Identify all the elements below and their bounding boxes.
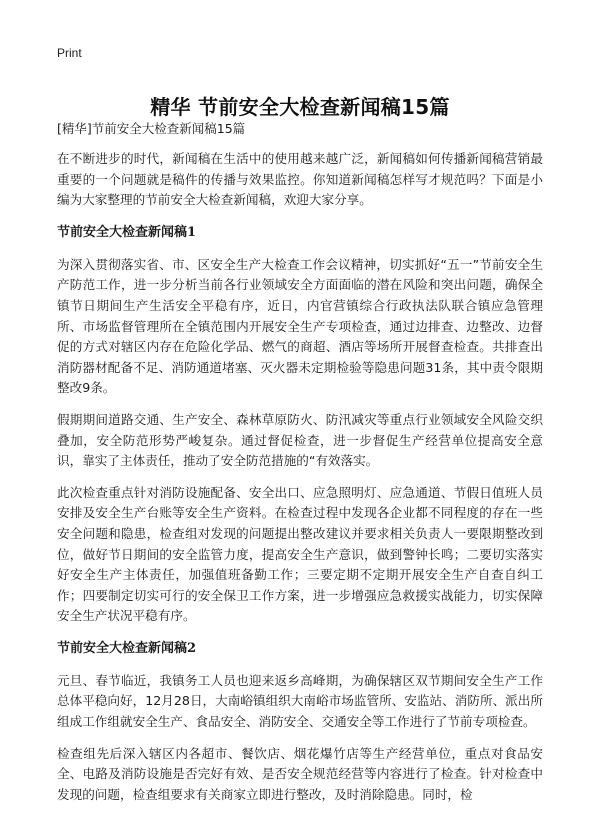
page-title: 精华 节前安全大检查新闻稿15篇	[150, 95, 450, 120]
section-1-paragraph-2: 假期期间道路交通、生产安全、森林草原防火、防汛减灾等重点行业领域安全风险交织叠加，安全防范形势严峻复杂。通过督促检查，进一步督促生产经营单位提高安全意识，靠实了主体责任，推动了安全防范措施的“有效落实。	[57, 411, 543, 469]
section-2-paragraph-2: 检查组先后深入辖区内各超市、餐饮店、烟花爆竹店等生产经营单位，重点对食品安全、电路及消防设施是否完好有效、是否安全规范经营等内容进行了检查。针对检查中发现的问题，检查组要求有关商家立即进行整改，及时消除隐患。同时，检	[57, 745, 543, 802]
section-1-paragraph-1: 为深入贯彻落实省、市、区安全生产大检查工作会议精神，切实抓好“五一”节前安全生产防范工作，进一步分析当前各行业领域安全方面面临的潜在风险和突出问题，确保全镇节日期间生产生活安全平稳有序，近日，内官营镇综合行政执法队联合镇应急管理所、市场监督管理所在全镇范围内开展安全生产专项检查，通过边排查、边整改、边督促的方式对辖区内存在危险化学品、燃气的商超、酒店等场所开展督查检查。共排查出消防器材配备不足、消防通道堵塞、灭火器未定期检验等隐患问题31条，其中责令限期整改9条。	[57, 256, 543, 396]
section-heading-1: 节前安全大检查新闻稿1	[57, 224, 197, 240]
section-1-paragraph-3: 此次检查重点针对消防设施配备、安全出口、应急照明灯、应急通道、节假日值班人员安排及安全生产台账等安全生产资料。在检查过程中发现各企业都不同程度的存在一些安全问题和隐患，检查组对发现的问题提出整改建议并要求相关负责人一要限期整改到位，做好节日期间的安全监管力度，提高安全生产意识，做到警钟长鸣；二要切实落实好安全生产主体责任，加强值班备勤工作；三要定期不定期开展安全生产自查自纠工作；四要制定切实可行的安全保卫工作方案，进一步增强应急救援实战能力，切实保障安全生产状况平稳有序。	[57, 484, 543, 624]
intro-paragraph: 在不断进步的时代，新闻稿在生活中的使用越来越广泛，新闻稿如何传播新闻稿营销最重要的一个问题就是稿件的传播与效果监控。你知道新闻稿怎样写才规范吗？下面是小编为大家整理的节前安全大检查新闻稿，欢迎大家分享。	[57, 151, 543, 208]
section-heading-2: 节前安全大检查新闻稿2	[57, 640, 197, 656]
document-subtitle: [精华]节前安全大检查新闻稿15篇	[57, 121, 246, 136]
document-body	[57, 119, 543, 816]
print-label: Print	[57, 46, 82, 60]
section-2-paragraph-1: 元旦、春节临近，我镇务工人员也迎来返乡高峰期，为确保辖区双节期间安全生产工作总体平稳向好，12月28日，大南峪镇组织大南峪市场监管所、安监站、消防所、派出所组成工作组就安全生产、食品安全、消防安全、交通安全等工作进行了节前专项检查。	[57, 672, 543, 730]
